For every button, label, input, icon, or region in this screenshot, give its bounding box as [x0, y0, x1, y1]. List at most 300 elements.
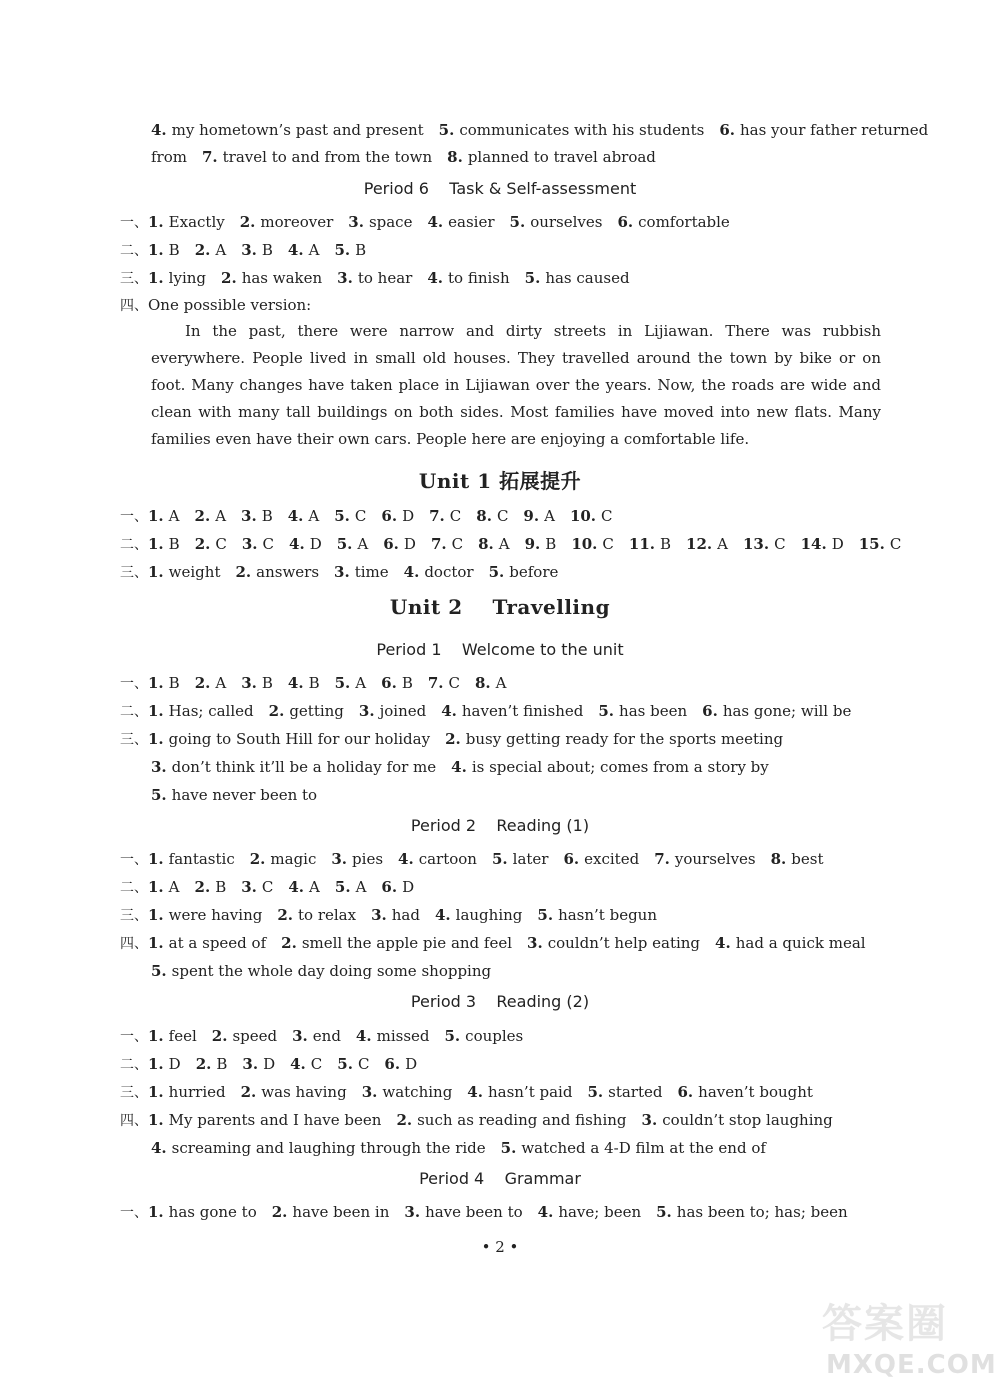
section-marker: 三、 — [120, 565, 148, 581]
item-number: 5. — [509, 213, 526, 231]
answer-item — [337, 535, 369, 553]
item-number: 2. — [268, 702, 285, 720]
item-answer: communicates with his students — [459, 121, 705, 139]
item-answer: hasn’t begun — [558, 906, 657, 924]
item-answer: to hear — [357, 269, 413, 287]
answer-item — [523, 507, 555, 525]
answer-item — [151, 786, 317, 804]
item-number: 3. — [334, 563, 350, 581]
answer-item — [475, 674, 507, 692]
item-number: 14. — [800, 535, 827, 553]
item-answer: D — [831, 535, 844, 553]
answer-item — [431, 535, 463, 553]
item-answer: moreover — [260, 213, 334, 231]
item-number: 5. — [334, 507, 350, 525]
answer-item — [563, 850, 639, 868]
item-answer: has waken — [241, 269, 323, 287]
answer-line — [120, 506, 628, 527]
item-answer: started — [608, 1083, 663, 1101]
item-number: 1. — [148, 535, 164, 553]
item-number: 7. — [430, 535, 447, 553]
answer-item — [281, 934, 512, 952]
item-number: 6. — [563, 850, 580, 868]
item-answer: B — [660, 535, 672, 553]
answer-item — [427, 269, 509, 287]
item-answer: C — [310, 1055, 323, 1073]
answer-item — [617, 213, 729, 231]
answer-item — [428, 674, 460, 692]
watermark-logo — [816, 1292, 997, 1382]
item-number: 5. — [334, 674, 351, 692]
answer-item — [478, 535, 510, 553]
item-answer: watched a 4-D film at the end of — [521, 1139, 766, 1157]
item-answer: C — [496, 507, 509, 525]
item-number: 5. — [524, 269, 541, 287]
answer-item — [148, 702, 254, 720]
item-number: 4. — [441, 702, 457, 720]
item-answer: best — [791, 850, 824, 868]
item-answer: is special about; comes from a story by — [471, 758, 769, 776]
item-answer: end — [312, 1027, 341, 1045]
answer-item — [288, 507, 320, 525]
answer-item — [241, 1083, 347, 1101]
item-answer: smell the apple pie and feel — [301, 934, 513, 952]
answer-item — [289, 535, 322, 553]
item-answer: missed — [376, 1027, 430, 1045]
item-answer: fantastic — [168, 850, 235, 868]
answer-item — [148, 1111, 381, 1129]
answer-item — [148, 730, 430, 748]
item-number: 2. — [194, 241, 211, 259]
answer-item — [290, 1055, 322, 1073]
item-number: 1. — [148, 878, 164, 896]
item-answer: A — [215, 507, 227, 525]
item-number: 2. — [194, 878, 211, 896]
item-number: 3. — [241, 674, 257, 692]
item-number: 6. — [719, 121, 735, 139]
answer-line — [151, 147, 671, 167]
item-answer: B — [168, 535, 180, 553]
section-marker: 二、 — [120, 880, 148, 896]
item-number: 1. — [148, 934, 164, 952]
item-answer: magic — [270, 850, 317, 868]
item-number: 1. — [148, 507, 164, 525]
item-answer: B — [545, 535, 557, 553]
answer-line — [151, 961, 506, 981]
answer-line — [120, 1202, 863, 1223]
answer-item — [362, 1083, 453, 1101]
answer-item — [148, 241, 180, 259]
item-number: 4. — [289, 535, 305, 553]
answer-item — [384, 1055, 417, 1073]
item-number: 3. — [348, 213, 364, 231]
item-number: 4. — [467, 1083, 483, 1101]
item-number: 6. — [381, 507, 398, 525]
item-number: 7. — [201, 148, 218, 166]
item-number: 15. — [858, 535, 885, 553]
item-answer: excited — [584, 850, 640, 868]
item-answer: comfortable — [638, 213, 730, 231]
item-answer: C — [215, 535, 227, 553]
item-answer: A — [308, 241, 320, 259]
answer-line — [120, 905, 672, 926]
item-answer: has been to; has; been — [676, 1203, 848, 1221]
item-answer: D — [168, 1055, 181, 1073]
item-answer: A — [355, 878, 367, 896]
section-marker: 三、 — [120, 271, 148, 287]
answer-line — [120, 1054, 432, 1075]
answer-item — [195, 241, 227, 259]
answer-line — [120, 673, 522, 694]
item-number: 4. — [537, 1203, 554, 1221]
answer-item — [335, 674, 367, 692]
item-number: 1. — [148, 1111, 164, 1129]
item-answer: C — [357, 1055, 370, 1073]
item-answer: D — [405, 1055, 418, 1073]
section-marker: 二、 — [120, 243, 148, 259]
item-answer: B — [168, 241, 180, 259]
item-number: 5. — [500, 1139, 517, 1157]
item-number: 8. — [770, 850, 787, 868]
item-answer: Exactly — [168, 213, 225, 231]
answer-item — [148, 1027, 197, 1045]
item-answer: don’t think it’ll be a holiday for me — [171, 758, 437, 776]
item-answer: B — [261, 674, 273, 692]
answer-item — [196, 1055, 228, 1073]
section-marker: 四、 — [120, 1113, 148, 1129]
answer-item — [859, 535, 902, 553]
item-answer: had — [391, 906, 420, 924]
item-number: 4. — [403, 563, 420, 581]
answer-line — [120, 701, 866, 722]
item-answer: C — [889, 535, 902, 553]
item-number: 5. — [151, 786, 167, 804]
item-answer: have been in — [292, 1203, 390, 1221]
item-answer: B — [401, 674, 413, 692]
answer-item — [148, 1055, 181, 1073]
item-answer: B — [216, 1055, 228, 1073]
answer-item — [429, 507, 461, 525]
answer-line — [120, 933, 881, 954]
answer-item — [212, 1027, 277, 1045]
item-answer: planned to travel abroad — [467, 148, 656, 166]
answer-item — [654, 850, 755, 868]
item-number: 2. — [211, 1027, 228, 1045]
answer-item — [148, 1083, 226, 1101]
item-number: 1. — [148, 213, 164, 231]
answer-item — [337, 1055, 369, 1073]
item-number: 2. — [277, 906, 294, 924]
answer-line — [120, 849, 839, 870]
answer-item — [441, 702, 583, 720]
section-marker: 三、 — [120, 908, 148, 924]
item-number: 1. — [148, 563, 164, 581]
item-answer: to relax — [298, 906, 357, 924]
answer-line — [120, 877, 429, 898]
answer-item — [148, 507, 180, 525]
answer-item — [359, 702, 426, 720]
answer-line — [120, 268, 645, 289]
answer-item — [151, 758, 436, 776]
item-answer: going to South Hill for our holiday — [168, 730, 431, 748]
item-number: 4. — [151, 1139, 167, 1157]
item-number: 5. — [537, 906, 554, 924]
item-answer: has gone; will be — [722, 702, 852, 720]
item-number: 5. — [656, 1203, 672, 1221]
answer-item — [334, 241, 366, 259]
answer-item — [148, 563, 220, 581]
answer-item — [467, 1083, 572, 1101]
item-number: 4. — [451, 758, 467, 776]
item-number: 2. — [281, 934, 297, 952]
answer-item — [148, 674, 180, 692]
answer-item — [331, 850, 383, 868]
item-number: 1. — [148, 1203, 164, 1221]
item-number: 2. — [195, 1055, 212, 1073]
answer-item — [677, 1083, 812, 1101]
item-number: 4. — [151, 121, 167, 139]
answer-item — [269, 702, 344, 720]
answer-item — [337, 269, 412, 287]
item-number: 7. — [427, 674, 444, 692]
answer-line — [120, 534, 916, 555]
item-answer: D — [402, 507, 415, 525]
item-number: 5. — [336, 535, 353, 553]
answer-item — [148, 878, 180, 896]
answer-item — [335, 878, 367, 896]
watermark-mark: 答案圈 — [822, 1301, 948, 1347]
answer-item — [235, 563, 319, 581]
answer-item — [489, 563, 559, 581]
answer-line — [120, 562, 573, 583]
answer-item — [476, 507, 508, 525]
item-answer: hurried — [168, 1083, 226, 1101]
answer-line — [120, 1110, 848, 1131]
item-number: 2. — [271, 1203, 288, 1221]
period-heading: Period 3 Reading (2) — [410, 992, 590, 1011]
item-answer: My parents and I have been — [168, 1111, 382, 1129]
item-answer: time — [354, 563, 389, 581]
item-answer: answers — [256, 563, 320, 581]
item-number: 1. — [148, 702, 164, 720]
answer-item — [435, 906, 522, 924]
item-number: 1. — [148, 241, 164, 259]
answer-item — [240, 213, 334, 231]
section-marker: 一、 — [120, 509, 148, 525]
answer-item — [195, 878, 227, 896]
answer-item — [525, 269, 630, 287]
answer-item — [719, 121, 928, 139]
section-marker: 三、 — [120, 1085, 148, 1101]
item-answer: from — [151, 148, 187, 166]
answer-item — [537, 906, 657, 924]
item-number: 5. — [598, 702, 615, 720]
item-answer: pies — [352, 850, 384, 868]
item-number: 7. — [429, 507, 445, 525]
answer-item — [686, 535, 728, 553]
item-answer: B — [355, 241, 367, 259]
answer-item — [195, 674, 227, 692]
item-number: 12. — [686, 535, 713, 553]
period-heading: Period 1 Welcome to the unit — [376, 640, 624, 659]
answer-item — [151, 1139, 486, 1157]
item-answer: weight — [168, 563, 221, 581]
item-answer: haven’t finished — [461, 702, 584, 720]
item-number: 4. — [288, 878, 305, 896]
item-answer: cartoon — [418, 850, 477, 868]
section-marker: 一、 — [120, 676, 148, 692]
item-answer: haven’t bought — [698, 1083, 813, 1101]
answer-item — [277, 906, 356, 924]
item-number: 10. — [569, 507, 597, 525]
item-answer: screaming and laughing through the ride — [171, 1139, 486, 1157]
item-number: 6. — [677, 1083, 694, 1101]
answer-item — [398, 850, 477, 868]
answer-item — [538, 1203, 641, 1221]
item-answer: B — [168, 674, 180, 692]
item-number: 5. — [587, 1083, 604, 1101]
answer-item — [151, 962, 491, 980]
answer-item — [587, 1083, 662, 1101]
answer-item — [381, 507, 414, 525]
answer-line — [151, 785, 332, 805]
item-answer: laughing — [455, 906, 523, 924]
item-answer: A — [717, 535, 728, 553]
answer-item — [801, 535, 844, 553]
item-answer: B — [308, 674, 320, 692]
item-number: 4. — [427, 269, 443, 287]
item-number: 2. — [194, 535, 211, 553]
answer-item — [445, 730, 783, 748]
answer-item — [527, 934, 700, 952]
answer-line — [120, 240, 381, 261]
item-number: 6. — [617, 213, 634, 231]
item-answer: D — [309, 535, 322, 553]
item-number: 1. — [148, 269, 164, 287]
item-number: 3. — [151, 758, 167, 776]
item-answer: A — [168, 507, 180, 525]
item-answer: feel — [168, 1027, 197, 1045]
item-answer: have; been — [558, 1203, 642, 1221]
item-number: 4. — [715, 934, 731, 952]
item-number: 1. — [148, 1083, 164, 1101]
answer-item — [771, 850, 824, 868]
item-answer: C — [774, 535, 786, 553]
item-answer: yourselves — [674, 850, 756, 868]
item-answer: A — [215, 241, 227, 259]
answer-line — [120, 729, 798, 750]
answer-item — [148, 296, 311, 314]
section-marker: 三、 — [120, 732, 148, 748]
period-heading: Period 4 Grammar — [419, 1169, 581, 1188]
item-answer: has been — [619, 702, 688, 720]
item-answer: lying — [168, 269, 207, 287]
answer-item — [292, 1027, 341, 1045]
answer-item — [383, 535, 416, 553]
item-answer: B — [261, 241, 273, 259]
item-number: 3. — [241, 535, 258, 553]
item-answer: D — [263, 1055, 276, 1073]
item-number: 3. — [242, 1055, 259, 1073]
answer-item — [371, 906, 420, 924]
item-answer: speed — [232, 1027, 278, 1045]
item-number: 5. — [151, 962, 167, 980]
item-answer: A — [308, 507, 320, 525]
item-answer: One possible version: — [148, 296, 312, 314]
section-marker: 一、 — [120, 215, 148, 231]
item-answer: watching — [382, 1083, 453, 1101]
item-number: 10. — [571, 535, 598, 553]
item-answer: couldn’t stop laughing — [662, 1111, 833, 1129]
item-number: 2. — [249, 850, 266, 868]
item-number: 6. — [384, 1055, 401, 1073]
item-number: 3. — [331, 850, 348, 868]
item-number: 4. — [355, 1027, 372, 1045]
item-number: 2. — [194, 674, 211, 692]
item-answer: at a speed of — [168, 934, 267, 952]
answer-line — [120, 1082, 828, 1103]
item-number: 4. — [434, 906, 451, 924]
item-answer: C — [261, 878, 274, 896]
item-answer: getting — [289, 702, 344, 720]
answer-item — [241, 507, 273, 525]
item-number: 2. — [240, 1083, 257, 1101]
item-number: 3. — [241, 241, 257, 259]
item-answer: B — [215, 878, 227, 896]
item-answer: A — [544, 507, 555, 525]
item-number: 8. — [475, 674, 491, 692]
answer-item — [202, 148, 432, 166]
item-number: 3. — [361, 1083, 378, 1101]
item-answer: were having — [168, 906, 263, 924]
item-number: 1. — [148, 730, 164, 748]
item-answer: A — [215, 674, 227, 692]
item-number: 1. — [148, 906, 164, 924]
answer-item — [148, 269, 206, 287]
item-answer: D — [403, 535, 416, 553]
item-number: 4. — [287, 674, 304, 692]
item-answer: A — [168, 878, 180, 896]
item-answer: have been to — [425, 1203, 523, 1221]
item-number: 1. — [148, 1027, 164, 1045]
answer-item — [715, 934, 866, 952]
item-number: 2. — [396, 1111, 413, 1129]
item-answer: has gone to — [168, 1203, 257, 1221]
answer-item — [148, 934, 266, 952]
item-number: 2. — [194, 507, 211, 525]
item-answer: doctor — [424, 563, 474, 581]
item-number: 4. — [427, 213, 444, 231]
item-number: 5. — [444, 1027, 461, 1045]
section-marker: 四、 — [120, 936, 148, 952]
item-answer: C — [451, 535, 464, 553]
answer-item — [250, 850, 317, 868]
period-heading: Period 2 Reading (1) — [410, 816, 590, 835]
answer-item — [642, 1111, 833, 1129]
item-number: 5. — [334, 878, 351, 896]
answer-item — [451, 758, 769, 776]
item-answer: has your father returned — [739, 121, 929, 139]
item-answer: has caused — [545, 269, 630, 287]
answer-item — [148, 906, 262, 924]
item-number: 9. — [523, 507, 540, 525]
answer-item — [148, 1203, 257, 1221]
item-number: 1. — [148, 674, 164, 692]
answer-item — [148, 535, 180, 553]
answer-item — [195, 535, 227, 553]
item-answer: hasn’t paid — [487, 1083, 573, 1101]
answer-item — [356, 1027, 430, 1045]
